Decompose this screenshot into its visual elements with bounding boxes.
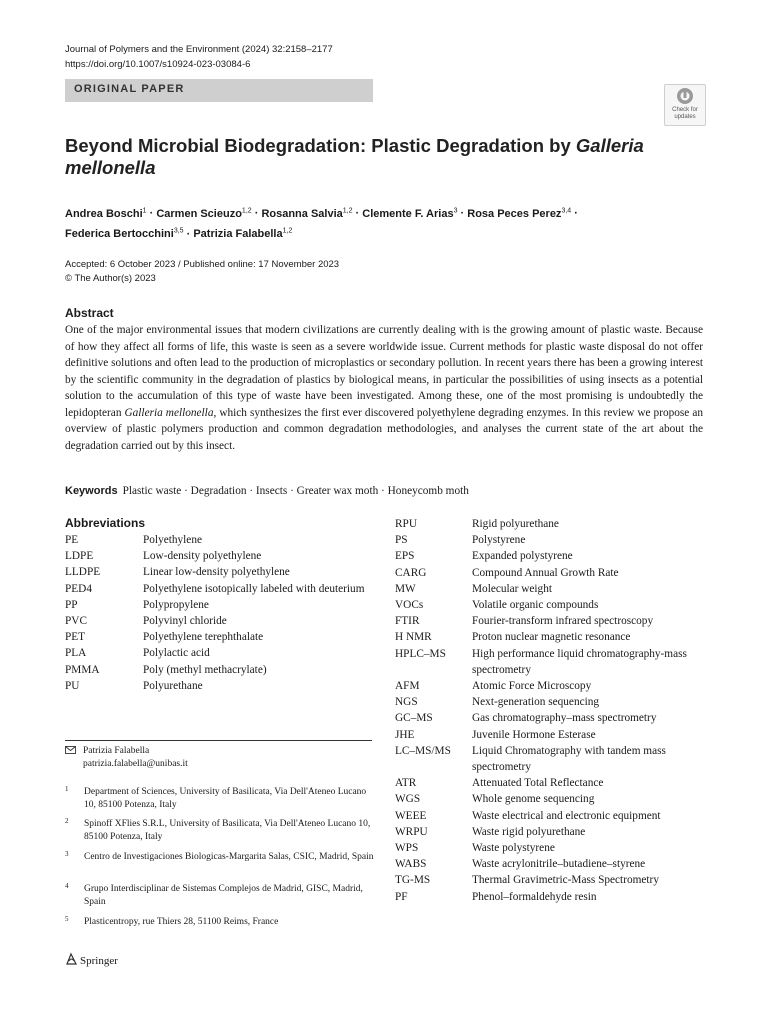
abbreviation-term: LDPE [65, 550, 94, 563]
author-affiliation-marker: 3,5 [173, 227, 184, 235]
affiliation-3 [65, 851, 374, 864]
abbreviation-row [395, 532, 704, 548]
abbreviation-row [65, 532, 375, 548]
abbreviation-term: VOCs [395, 599, 424, 612]
abbreviation-term: RPU [395, 518, 417, 530]
affiliation-5 [65, 916, 374, 929]
paper-title [65, 135, 665, 179]
abbreviation-term: TG-MS [395, 874, 431, 887]
affiliation-number: 5 [65, 915, 69, 923]
abbreviation-term: NGS [395, 696, 418, 709]
abbreviation-row [395, 613, 704, 629]
abbreviation-row [395, 516, 704, 532]
abbreviation-definition: High performance liquid chromatography-mass spectrometry [472, 647, 687, 676]
abbreviation-row [395, 872, 704, 888]
check-for-updates-badge[interactable] [664, 84, 706, 126]
abbreviation-row [395, 694, 704, 710]
abbreviation-term: HPLC–MS [395, 647, 446, 660]
abbreviation-term: PU [65, 679, 80, 692]
abbreviation-term: PLA [65, 647, 87, 660]
envelope-icon [65, 746, 76, 754]
author-affiliation-marker: 3 [453, 207, 458, 214]
abbreviation-row [395, 791, 704, 807]
abbreviation-term: PMMA [65, 663, 100, 676]
abbreviation-definition: Polyethylene terephthalate [143, 631, 264, 644]
abbreviation-term: WEEE [395, 809, 427, 822]
abbreviation-definition: Atomic Force Microscopy [472, 680, 592, 693]
article-type-bar [65, 79, 373, 102]
abbreviation-row [65, 645, 375, 661]
abbreviation-row [65, 564, 375, 580]
abbreviation-term: MW [395, 582, 416, 595]
author-name: Clemente F. Arias [362, 207, 454, 220]
abbreviation-definition: Thermal Gravimetric-Mass Spectrometry [472, 874, 659, 887]
abbreviation-definition: Polylactic acid [143, 647, 210, 660]
abbreviation-row [395, 597, 704, 613]
abbreviation-definition: Linear low-density polyethylene [143, 566, 290, 579]
abbreviation-term: PF [395, 890, 408, 903]
abbreviation-term: PET [65, 631, 86, 644]
abbreviation-term: PVC [65, 615, 87, 628]
affiliation-text: Spinoff XFlies S.R.L, University of Basilicata, Via Dell'Ateneo Lucano 10, 85100 Potenza, Italy [84, 819, 371, 842]
author-name: Rosanna Salvia [261, 207, 343, 220]
abbreviation-row [395, 743, 704, 775]
abbreviation-definition: Polypropylene [143, 598, 209, 611]
abbreviations-right-column [395, 516, 704, 905]
abbreviation-term: PS [395, 534, 408, 547]
abbreviation-row [395, 727, 704, 743]
abbreviation-row [65, 662, 375, 678]
abbreviation-term: WPS [395, 842, 419, 855]
journal-citation: Journal of Polymers and the Environment (2024) 32:2158–2177 [65, 44, 333, 55]
abbreviation-term: PE [65, 534, 79, 546]
keywords [65, 485, 469, 497]
abbreviation-definition: Molecular weight [472, 582, 552, 595]
abbreviation-term: WGS [395, 793, 421, 806]
publication-dates [65, 258, 339, 286]
abbreviation-definition: Polyvinyl chloride [143, 615, 227, 628]
abbreviation-definition: Poly (methyl methacrylate) [143, 663, 267, 676]
author-affiliation-marker: 1,2 [241, 207, 252, 214]
abbreviations-left-column [65, 532, 375, 694]
article-type-label: ORIGINAL PAPER [74, 83, 185, 95]
abbreviation-term: PP [65, 598, 78, 611]
affiliation-number: 4 [65, 882, 69, 890]
abbreviation-definition: Waste electrical and electronic equipment [472, 809, 661, 822]
author[interactable] [467, 208, 571, 220]
abbreviation-definition: Polyethylene isotopically labeled with deuterium [143, 582, 365, 595]
abbreviation-term: PED4 [65, 582, 92, 595]
author-separator: · [457, 207, 468, 220]
abstract-species: Galleria mellonella [124, 406, 214, 419]
affiliation-number: 3 [65, 850, 69, 858]
affiliation-text: Plasticentropy, rue Thiers 28, 51100 Reims, France [84, 917, 279, 927]
abbreviation-term: CARG [395, 566, 427, 579]
author-name: Rosa Peces Perez [467, 207, 562, 220]
abbreviation-row [65, 629, 375, 645]
abbreviation-row [395, 824, 704, 840]
abbreviation-term: H NMR [395, 631, 432, 644]
doi-link[interactable]: https://doi.org/10.1007/s10924-023-03084-6 [65, 59, 251, 70]
journal-info [65, 42, 333, 72]
abbreviation-row [395, 889, 704, 905]
keywords-label: Keywords [65, 485, 118, 497]
check-for-updates-icon [665, 85, 705, 107]
abbreviation-term: WRPU [395, 825, 428, 838]
affiliation-4 [65, 883, 374, 909]
abbreviation-definition: Gas chromatography–mass spectrometry [472, 712, 657, 725]
affiliation-2 [65, 818, 374, 844]
copyright-notice: © The Author(s) 2023 [65, 273, 156, 284]
author[interactable] [261, 208, 352, 220]
author-name: Patrizia Falabella [193, 228, 283, 241]
abbreviation-row [395, 565, 704, 581]
author-list [65, 202, 705, 243]
affiliation-1 [65, 786, 374, 812]
author[interactable] [65, 228, 184, 240]
abstract-heading: Abstract [65, 306, 114, 320]
abbreviation-definition: Liquid Chromatography with tandem mass spectrometry [472, 744, 666, 774]
abbreviation-row [395, 629, 704, 645]
author[interactable] [193, 228, 292, 240]
abbreviation-definition: Juvenile Hormone Esterase [472, 728, 596, 741]
publisher-name: Springer [80, 955, 118, 967]
author-affiliation-marker: 1,2 [282, 227, 293, 235]
badge-label: Check for updates [672, 107, 698, 120]
abbreviation-row [65, 597, 375, 613]
abbreviation-definition: Rigid polyurethane [472, 518, 559, 530]
abbreviation-term: ATR [395, 777, 417, 790]
author[interactable] [156, 208, 251, 220]
author-affiliation-marker: 1,2 [342, 207, 353, 214]
abbreviation-definition: Next-generation sequencing [472, 696, 600, 709]
abbreviation-row [395, 808, 704, 824]
author-separator: · [146, 207, 157, 220]
author-affiliation-marker: 3,4 [561, 207, 572, 214]
abbreviation-row [395, 548, 704, 564]
abbreviation-definition: Volatile organic compounds [472, 599, 599, 612]
abbreviation-term: EPS [395, 550, 415, 563]
author[interactable] [362, 208, 457, 220]
abbreviation-term: AFM [395, 680, 420, 693]
title-species: Galleria mellonella [65, 135, 644, 178]
abbreviation-row [395, 856, 704, 872]
abbreviation-term: JHE [395, 728, 415, 741]
affiliation-number: 1 [65, 785, 69, 793]
abbreviation-definition: Fourier-transform infrared spectroscopy [472, 615, 654, 628]
affiliation-text: Centro de Investigaciones Biologicas-Margarita Salas, CSIC, Madrid, Spain [84, 852, 374, 862]
abbreviation-definition: Polyethylene [143, 534, 202, 546]
affiliation-text: Department of Sciences, University of Basilicata, Via Dell'Ateneo Lucano 10, 85100 Potenza, Italy [84, 787, 367, 810]
abbreviation-row [65, 678, 375, 694]
abbreviation-row [65, 548, 375, 564]
publisher-footer [65, 952, 118, 967]
abbreviation-row [395, 678, 704, 694]
abbreviation-row [395, 646, 704, 678]
abbreviation-row [395, 840, 704, 856]
abbreviation-definition: Waste polystyrene [472, 842, 555, 855]
corresponding-author-name: Patrizia Falabella [83, 746, 150, 756]
corresponding-author-email[interactable]: patrizia.falabella@unibas.it [83, 759, 188, 769]
keywords-text: Plastic waste · Degradation · Insects · Greater wax moth · Honeycomb moth [122, 485, 469, 497]
abbreviation-term: FTIR [395, 615, 420, 628]
abbreviation-definition: Waste rigid polyurethane [472, 825, 586, 838]
abbreviation-row [65, 581, 375, 597]
abstract-part-2: , which synthesizes the first ever discovered polyethylene degrading enzymes. In this review we propose an overview of plastic polymers production and common degradation methodologies, and analyses the current state of the art about the degradation carried out by this insect. [65, 406, 703, 452]
abbreviation-row [395, 710, 704, 726]
abbreviation-definition: Whole genome sequencing [472, 793, 595, 806]
author-name: Andrea Boschi [65, 207, 143, 220]
author-name: Federica Bertocchini [65, 228, 174, 241]
affiliation-number: 2 [65, 817, 69, 825]
abbreviation-row [395, 775, 704, 791]
abbreviation-definition: Compound Annual Growth Rate [472, 566, 619, 579]
title-main: Beyond Microbial Biodegradation: Plastic Degradation by [65, 135, 576, 156]
abbreviations-heading: Abbreviations [65, 516, 146, 530]
abstract-part-1: One of the major environmental issues that modern civilizations are currently dealing with is the growing amount of plastic waste. Because of how they affect all forms of life, this waste is seen as a severe worldwide issue. Current methods for plastic waste disposal do not offer definitive solutions and often lead to the production of microplastics or secondary pollution. In recent years there has been a growing interest by the scientific community in the degradation of plastics by biological means, in particular the possibilities of using insects as a potential solution to the accumulation of this type of waste have been investigated. Among these, one of the most promising is undoubtedly the lepidopteran [65, 324, 703, 419]
abstract-text [65, 322, 703, 454]
author-affiliation-marker: 1 [142, 207, 147, 214]
accepted-published-dates: Accepted: 6 October 2023 / Published online: 17 November 2023 [65, 259, 340, 270]
abbreviation-definition: Polyurethane [143, 679, 203, 692]
footnote-divider [65, 740, 372, 741]
abbreviation-term: LLDPE [65, 566, 101, 579]
correspondence [65, 745, 188, 771]
abbreviation-term: WABS [395, 858, 427, 871]
abbreviation-definition: Low-density polyethylene [143, 550, 262, 563]
abbreviation-definition: Attenuated Total Reflectance [472, 777, 604, 790]
author-separator: · [183, 228, 194, 241]
abbreviation-definition: Waste acrylonitrile–butadiene–styrene [472, 858, 646, 871]
author-separator: · [571, 207, 578, 220]
abbreviation-term: GC–MS [395, 712, 433, 725]
springer-logo-icon [65, 952, 78, 966]
abbreviation-definition: Expanded polystyrene [472, 550, 573, 563]
abbreviation-term: LC–MS/MS [395, 744, 451, 757]
affiliation-text: Grupo Interdisciplinar de Sistemas Complejos de Madrid, GISC, Madrid, Spain [84, 884, 363, 907]
abbreviation-definition: Polystyrene [472, 534, 526, 547]
abbreviation-row [65, 613, 375, 629]
author-separator: · [352, 207, 363, 220]
author[interactable] [65, 208, 147, 220]
abbreviation-definition: Phenol–formaldehyde resin [472, 890, 597, 903]
abbreviation-definition: Proton nuclear magnetic resonance [472, 631, 631, 644]
author-name: Carmen Scieuzo [156, 207, 242, 220]
abbreviation-row [395, 581, 704, 597]
author-separator: · [251, 207, 262, 220]
